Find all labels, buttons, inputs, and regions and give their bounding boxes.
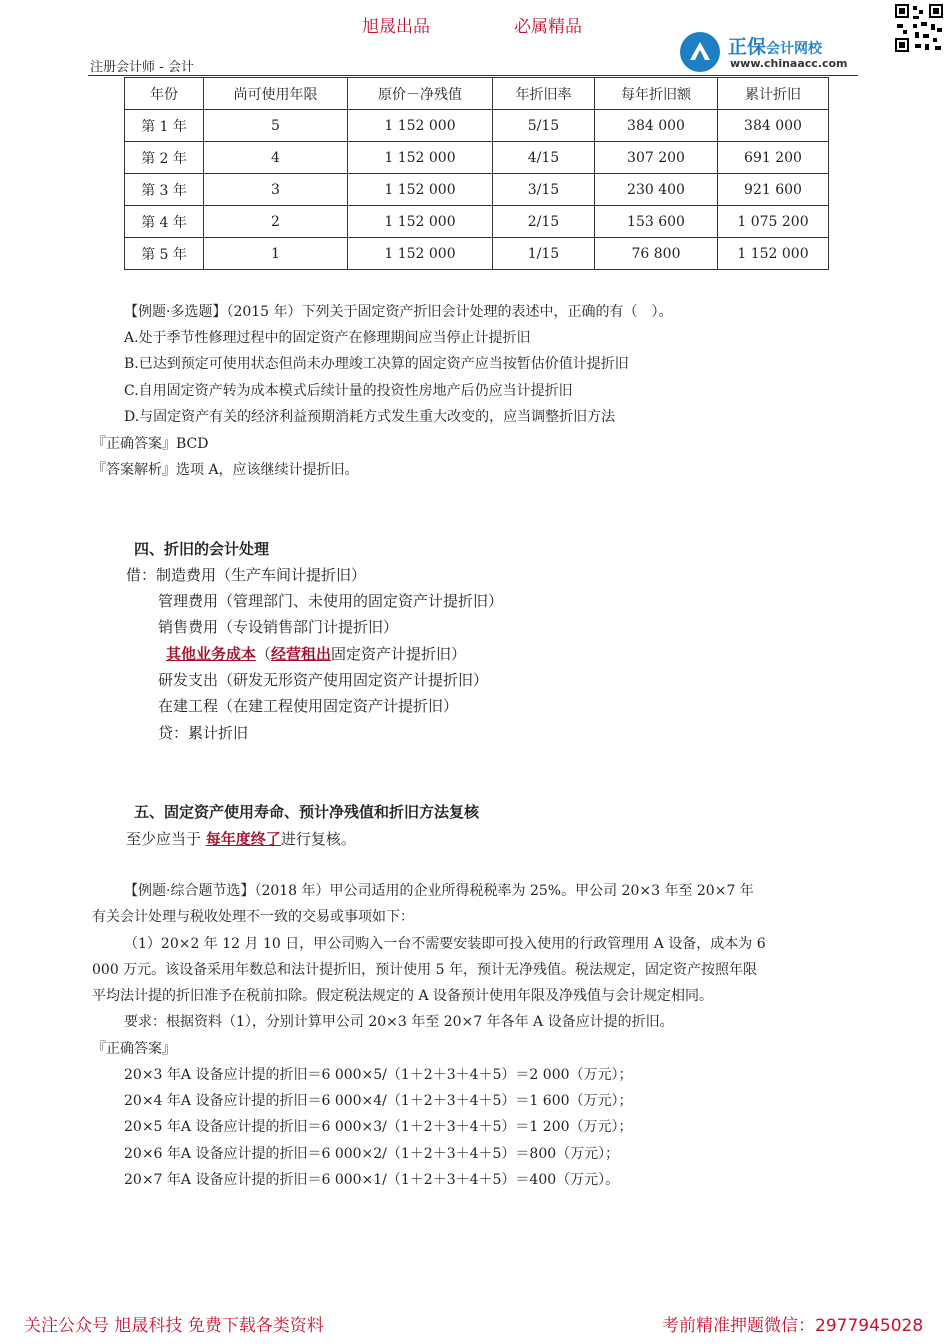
section4-line-keywords [166,643,466,664]
example2-calc: 20×4 年A 设备应计提的折旧＝6 000×4/（1＋2＋3＋4＋5）＝1 600（万元）； [124,1093,633,1109]
table-cell: 384 000 [718,110,829,142]
section4-debit: 借：制造费用（生产车间计提折旧） [126,566,367,584]
brand-left: 旭晟出品 [362,17,430,37]
example2-line: （1）20×2 年 12 月 10 日，甲公司购入一台不需要安装即可投入使用的行政管理用 A 设备，成本为 6 [124,936,766,952]
table-header-row [125,78,829,110]
subject-label: 注册会计师 - 会计 [90,60,194,75]
table-cell: 2/15 [493,206,595,238]
depreciation-table [124,77,829,270]
example2-calc: 20×7 年A 设备应计提的折旧＝6 000×1/（1＋2＋3＋4＋5）＝400（万元）。 [124,1172,620,1188]
header-divider [88,75,858,76]
table-row [125,110,829,142]
table-header-cell: 尚可使用年限 [204,78,348,110]
table-row [125,174,829,206]
section4-line: 管理费用（管理部门、未使用的固定资产计提折旧） [158,592,504,610]
section4-line: 在建工程（在建工程使用固定资产计提折旧） [158,697,459,715]
table-header-cell: 年折旧率 [493,78,595,110]
table-cell: 3/15 [493,174,595,206]
example1-option-c: C.自用固定资产转为成本模式后续计量的投资性房地产后仍应当计提折旧 [124,383,573,399]
example1-question: 【例题·多选题】（2015 年）下列关于固定资产折旧会计处理的表述中，正确的有（ ）。 [124,304,673,320]
section5-title: 五、固定资产使用寿命、预计净残值和折旧方法复核 [134,803,480,821]
logo-emblem-icon [680,32,720,72]
logo-name: 正保 [728,36,767,58]
table-header-cell: 每年折旧额 [595,78,718,110]
keyword-operating-lease: 经营租出 [271,645,332,663]
table-cell: 921 600 [718,174,829,206]
table-cell: 第 4 年 [125,206,204,238]
table-cell: 691 200 [718,142,829,174]
section5-text-post: 进行复核。 [280,830,356,848]
brand-right: 必属精品 [514,17,582,37]
table-cell: 153 600 [595,206,718,238]
table-row [125,206,829,238]
logo-url: www.chinaacc.com [730,57,848,70]
example1-option-b: B.已达到预定可使用状态但尚未办理竣工决算的固定资产应当按暂估价值计提折旧 [124,356,629,372]
footer-left: 关注公众号 旭晟科技 免费下载各类资料 [24,1316,324,1336]
logo-tag: 会计网校 [766,41,823,57]
table-cell: 230 400 [595,174,718,206]
table-cell: 1 152 000 [348,238,493,270]
table-cell: 第 3 年 [125,174,204,206]
example1-answer: 『正确答案』BCD [92,436,209,452]
table-row [125,238,829,270]
example2-requirement: 要求：根据资料（1），分别计算甲公司 20×3 年至 20×7 年各年 A 设备应计提的折旧。 [124,1014,674,1030]
table-cell: 1 152 000 [718,238,829,270]
keyword-annual-end: 每年度终了 [205,830,281,848]
table-header-cell: 原价－净残值 [348,78,493,110]
keyword-paren: （ [256,645,272,663]
keyword-other-business-cost: 其他业务成本 [166,645,257,663]
example1-option-a: A.处于季节性修理过程中的固定资产在修理期间应当停止计提折旧 [124,330,531,346]
table-row [125,142,829,174]
table-cell: 1 075 200 [718,206,829,238]
table-cell: 1 152 000 [348,174,493,206]
table-cell: 1/15 [493,238,595,270]
table-cell: 第 2 年 [125,142,204,174]
example2-line: 【例题·综合题节选】（2018 年）甲公司适用的企业所得税税率为 25%。甲公司 20×3 年至 20×7 年 [124,883,754,899]
section5-text-pre: 至少应当于 [126,830,202,848]
table-cell: 5 [204,110,348,142]
table-header-cell: 年份 [125,78,204,110]
example2-line: 平均法计提的折旧准予在税前扣除。假定税法规定的 A 设备预计使用年限及净残值与会计规定相同。 [92,988,714,1004]
section4-line: 研发支出（研发无形资产使用固定资产计提折旧） [158,671,489,689]
example2-calc: 20×6 年A 设备应计提的折旧＝6 000×2/（1＋2＋3＋4＋5）＝800（万元）； [124,1146,620,1162]
table-cell: 3 [204,174,348,206]
table-cell: 1 152 000 [348,142,493,174]
table-cell: 2 [204,206,348,238]
section4-credit: 贷：累计折旧 [158,724,249,742]
section4-title: 四、折旧的会计处理 [134,540,270,558]
table-header-cell: 累计折旧 [718,78,829,110]
table-cell: 4 [204,142,348,174]
example2-line: 有关会计处理与税收处理不一致的交易或事项如下： [92,909,414,925]
table-cell: 5/15 [493,110,595,142]
table-cell: 76 800 [595,238,718,270]
table-cell: 1 [204,238,348,270]
example2-calc: 20×3 年A 设备应计提的折旧＝6 000×5/（1＋2＋3＋4＋5）＝2 000（万元）； [124,1067,633,1083]
example1-option-d: D.与固定资产有关的经济利益预期消耗方式发生重大改变的，应当调整折旧方法 [124,409,616,425]
logo [680,30,860,74]
example2-answer-label: 『正确答案』 [92,1041,176,1057]
table-cell: 4/15 [493,142,595,174]
table-cell: 1 152 000 [348,110,493,142]
qr-code-icon [893,2,945,54]
table-cell: 第 1 年 [125,110,204,142]
section4-line: 销售费用（专设销售部门计提折旧） [158,618,399,636]
table-cell: 307 200 [595,142,718,174]
table-cell: 第 5 年 [125,238,204,270]
keyword-tail: 固定资产计提折旧） [331,645,467,663]
table-cell: 384 000 [595,110,718,142]
table-cell: 1 152 000 [348,206,493,238]
section5-text [126,828,356,849]
example2-calc: 20×5 年A 设备应计提的折旧＝6 000×3/（1＋2＋3＋4＋5）＝1 200（万元）； [124,1119,633,1135]
example1-analysis: 『答案解析』选项 A，应该继续计提折旧。 [92,462,359,478]
footer-right: 考前精准押题微信：2977945028 [662,1316,924,1336]
example2-line: 000 万元。该设备采用年数总和法计提折旧，预计使用 5 年，预计无净残值。税法规定，固定资产按照年限 [92,962,757,978]
